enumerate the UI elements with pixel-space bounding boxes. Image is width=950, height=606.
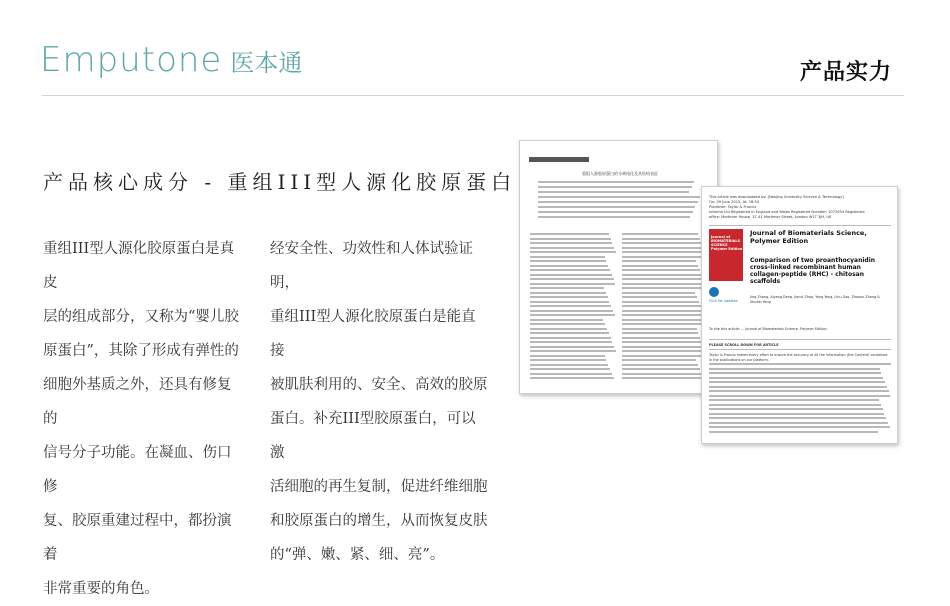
text-line-placeholder (622, 260, 696, 262)
text-line-placeholder (538, 196, 700, 198)
text-line-placeholder (530, 355, 605, 357)
text-line-placeholder (709, 417, 886, 419)
text-line-placeholder (709, 372, 881, 374)
text-line-placeholder (709, 363, 891, 365)
text-line-placeholder (622, 319, 706, 321)
text-line-placeholder (622, 296, 697, 298)
cover-line: Journal of (711, 235, 731, 239)
header (0, 0, 950, 95)
text-line-placeholder (538, 181, 694, 183)
text-line-placeholder (530, 319, 603, 321)
text-line-placeholder (530, 341, 612, 343)
text-line: 和胶原蛋白的增生，从而恢复皮肤 (270, 513, 488, 529)
text-line-placeholder (709, 395, 890, 397)
divider (709, 349, 891, 350)
text-line-placeholder (622, 238, 700, 240)
text-line-placeholder (709, 377, 883, 379)
text-line: 信号分子功能。在凝血、伤口修 (43, 445, 232, 495)
text-line-placeholder (530, 377, 614, 379)
text-line-placeholder (622, 305, 701, 307)
text-line-placeholder (622, 332, 698, 334)
text-line-placeholder (709, 422, 888, 424)
text-line-placeholder (622, 283, 705, 285)
text-line-placeholder (530, 310, 613, 312)
text-line-placeholder (530, 296, 608, 298)
paper-header-bar (529, 157, 589, 162)
text-line-placeholder (622, 292, 695, 294)
text-line-placeholder (530, 301, 609, 303)
citation-note: To cite this article: ... Journal of Biomaterials Science, Polymer Edition (709, 327, 827, 331)
text-line: 非常重要的角色。 (43, 581, 159, 597)
text-line-placeholder (709, 413, 884, 415)
text-line-placeholder (530, 292, 606, 294)
text-line-placeholder (530, 346, 614, 348)
disclaimer-text: Taylor & Francis makes every effort to ensure the accuracy of all the information (the Content) contained in the publications on our platform. (709, 353, 888, 362)
text-line-placeholder (530, 233, 609, 235)
article-title: Comparison of two proanthocyanidin cross-linked recombinant human collagen-peptide (RHC) - chitosan scaffolds (750, 257, 876, 285)
text-line-placeholder (622, 310, 703, 312)
text-line-placeholder (538, 191, 689, 193)
notice-line: Informa Ltd Registered in England and Wales Registered Number: 1072954 Registered (709, 210, 865, 214)
text-line-placeholder (530, 238, 611, 240)
text-line-placeholder (530, 260, 606, 262)
text-line-placeholder (530, 274, 612, 276)
text-line-placeholder (530, 350, 616, 352)
text-line-placeholder (530, 332, 609, 334)
text-line-placeholder (530, 323, 605, 325)
body-column-left (43, 232, 243, 606)
text-line-placeholder (622, 337, 700, 339)
text-line-placeholder (709, 408, 883, 410)
text-line-placeholder (622, 328, 697, 330)
notice-line: office: Mortimer House, 37-41 Mortimer Street, London W1T 3JH, UK (709, 215, 832, 219)
notice-line: This article was downloaded by: [Nanjing University Science & Technology] (709, 195, 844, 199)
text-line-placeholder (622, 341, 702, 343)
updates-link[interactable]: Click for updates (709, 299, 738, 303)
text-line: 活细胞的再生复制，促进纤维细胞 (270, 479, 488, 495)
crossmark-icon[interactable] (709, 287, 719, 297)
text-line-placeholder (530, 368, 610, 370)
journal-name: Journal of Biomaterials Science, Polymer Edition (750, 229, 867, 245)
text-line-placeholder (538, 201, 698, 203)
text-line-placeholder (622, 346, 704, 348)
header-divider (42, 95, 904, 96)
text-line-placeholder (709, 404, 881, 406)
cover-line: Polymer Edition (711, 247, 743, 251)
text-line-placeholder (709, 381, 885, 383)
text-line-placeholder (622, 274, 701, 276)
text-line: 被肌肤利用的、安全、高效的胶原 (270, 377, 488, 393)
text-line-placeholder (622, 247, 704, 249)
text-line-placeholder (622, 301, 699, 303)
journal-cover-text (711, 235, 742, 251)
research-paper-english[interactable] (701, 186, 898, 444)
journal-cover-image (709, 229, 743, 281)
text-line-placeholder (530, 328, 607, 330)
text-line-placeholder (622, 256, 707, 258)
text-line-placeholder (709, 426, 890, 428)
text-line-placeholder (622, 278, 703, 280)
text-line-placeholder (530, 287, 604, 289)
body-column-right (270, 232, 488, 572)
text-line-placeholder (530, 242, 612, 244)
text-line-placeholder (622, 323, 708, 325)
text-line-placeholder (622, 377, 703, 379)
text-line: 经安全性、功效性和人体试验证明， (270, 241, 473, 291)
logo-chinese-name: 医本通 (230, 48, 303, 77)
section-title: 产品实力 (799, 59, 892, 85)
text-line-placeholder (530, 314, 615, 316)
text-line: 层的组成部分，又称为“婴儿胶 (43, 309, 239, 325)
text-line-placeholder (538, 211, 693, 213)
text-line-placeholder (622, 242, 702, 244)
text-line-placeholder (538, 206, 695, 208)
text-line: 蛋白。补充III型胶原蛋白，可以激 (270, 411, 476, 461)
text-line-placeholder (709, 368, 880, 370)
text-line-placeholder (709, 399, 879, 401)
text-line-placeholder (622, 350, 706, 352)
text-line-placeholder (622, 251, 706, 253)
text-line-placeholder (530, 373, 612, 375)
brand-logo[interactable] (40, 40, 302, 80)
text-line-placeholder (622, 364, 698, 366)
text-line: 细胞外基质之外，还具有修复的 (43, 377, 232, 427)
paper-title: 重组人源胶原蛋白的分离纯化及其结构表征 (582, 171, 658, 176)
text-line: 的“弹、嫩、紧、细、亮”。 (270, 547, 445, 563)
page-title: 产品核心成分 - 重组III型人源化胶原蛋白 (43, 170, 517, 194)
text-line-placeholder (538, 186, 692, 188)
text-line-placeholder (530, 247, 614, 249)
text-line-placeholder (530, 359, 606, 361)
text-line-placeholder (709, 386, 887, 388)
divider (709, 339, 891, 340)
text-line-placeholder (530, 364, 608, 366)
text-line-placeholder (709, 390, 889, 392)
scroll-notice: PLEASE SCROLL DOWN FOR ARTICLE (709, 343, 779, 347)
logo-wordmark: Emputone (40, 40, 223, 80)
text-line-placeholder (709, 431, 878, 433)
text-line-placeholder (530, 283, 615, 285)
text-line-placeholder (622, 265, 698, 267)
text-line-placeholder (622, 368, 700, 370)
text-line: 原蛋白”，其除了形成有弹性的 (43, 343, 239, 359)
text-line: 重组III型人源化胶原蛋白是能直接 (270, 309, 476, 359)
text-line-placeholder (530, 251, 616, 253)
article-authors: Jing Zhang, Aiyang Deng, Jianxi Zhao, Yang Yang, Lihu Gao, Zhaoxu Zhang & Shubin Yang (750, 295, 880, 304)
text-line-placeholder (622, 287, 707, 289)
text-line-placeholder (530, 305, 611, 307)
text-line-placeholder (622, 314, 704, 316)
divider (709, 225, 891, 226)
text-line: 复、胶原重建过程中，都扮演着 (43, 513, 232, 563)
text-line-placeholder (538, 216, 690, 218)
text-line-placeholder (530, 265, 608, 267)
text-line-placeholder (622, 359, 696, 361)
text-line-placeholder (622, 355, 707, 357)
text-line: 重组III型人源化胶原蛋白是真皮 (43, 241, 235, 291)
text-line-placeholder (530, 278, 614, 280)
notice-line: On: 09 June 2015, At: 18:53 (709, 200, 760, 204)
text-line-placeholder (622, 373, 701, 375)
download-notice (709, 195, 891, 220)
cover-line: SCIENCE (711, 243, 728, 247)
research-paper-chinese[interactable] (519, 140, 718, 394)
cover-line: BIOMATERIALS (711, 239, 741, 243)
text-line-placeholder (622, 269, 700, 271)
text-line-placeholder (622, 233, 698, 235)
text-line-placeholder (530, 337, 611, 339)
text-line-placeholder (530, 269, 610, 271)
notice-line: Publisher: Taylor & Francis (709, 205, 757, 209)
text-line-placeholder (530, 256, 605, 258)
